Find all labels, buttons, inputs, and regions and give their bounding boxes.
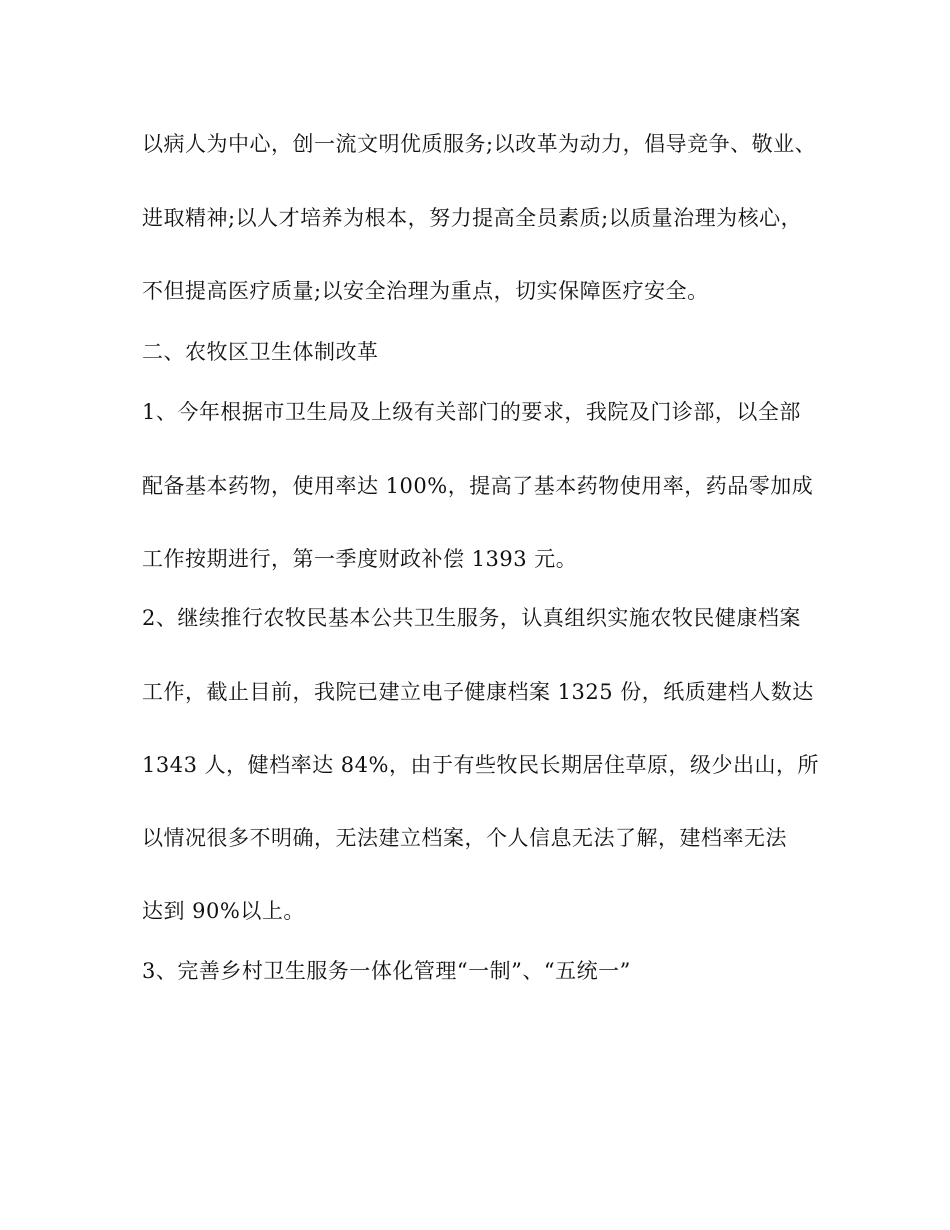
paragraph-line: 2、继续推行农牧民基本公共卫生服务，认真组织实施农牧民健康档案 bbox=[142, 606, 801, 630]
paragraph-line: 1343 人，健档率达 84%，由于有些牧民长期居住草原，级少出山，所 bbox=[142, 753, 819, 777]
paragraph-line: 进取精神;以人才培养为根本，努力提高全员素质;以质量治理为核心， bbox=[142, 206, 803, 230]
paragraph-line: 以病人为中心，创一流文明优质服务;以改革为动力，倡导竞争、敬业、 bbox=[142, 132, 817, 156]
paragraph-line: 1、今年根据市卫生局及上级有关部门的要求，我院及门诊部，以全部 bbox=[142, 400, 801, 424]
paragraph-line: 工作，截止目前，我院已建立电子健康档案 1325 份，纸质建档人数达 bbox=[142, 680, 814, 704]
paragraph-line: 3、完善乡村卫生服务一体化管理“一制”、“五统一” bbox=[142, 959, 631, 983]
paragraph-line: 工作按期进行，第一季度财政补偿 1393 元。 bbox=[142, 547, 578, 571]
paragraph-line: 以情况很多不明确，无法建立档案，个人信息无法了解，建档率无法 bbox=[142, 826, 787, 850]
section-heading: 二、农牧区卫生体制改革 bbox=[142, 340, 379, 364]
paragraph-line: 达到 90%以上。 bbox=[142, 899, 305, 923]
paragraph-line: 配备基本药物，使用率达 100%，提高了基本药物使用率，药品零加成 bbox=[142, 474, 814, 498]
paragraph-line: 不但提高医疗质量;以安全治理为重点，切实保障医疗安全。 bbox=[142, 279, 709, 303]
